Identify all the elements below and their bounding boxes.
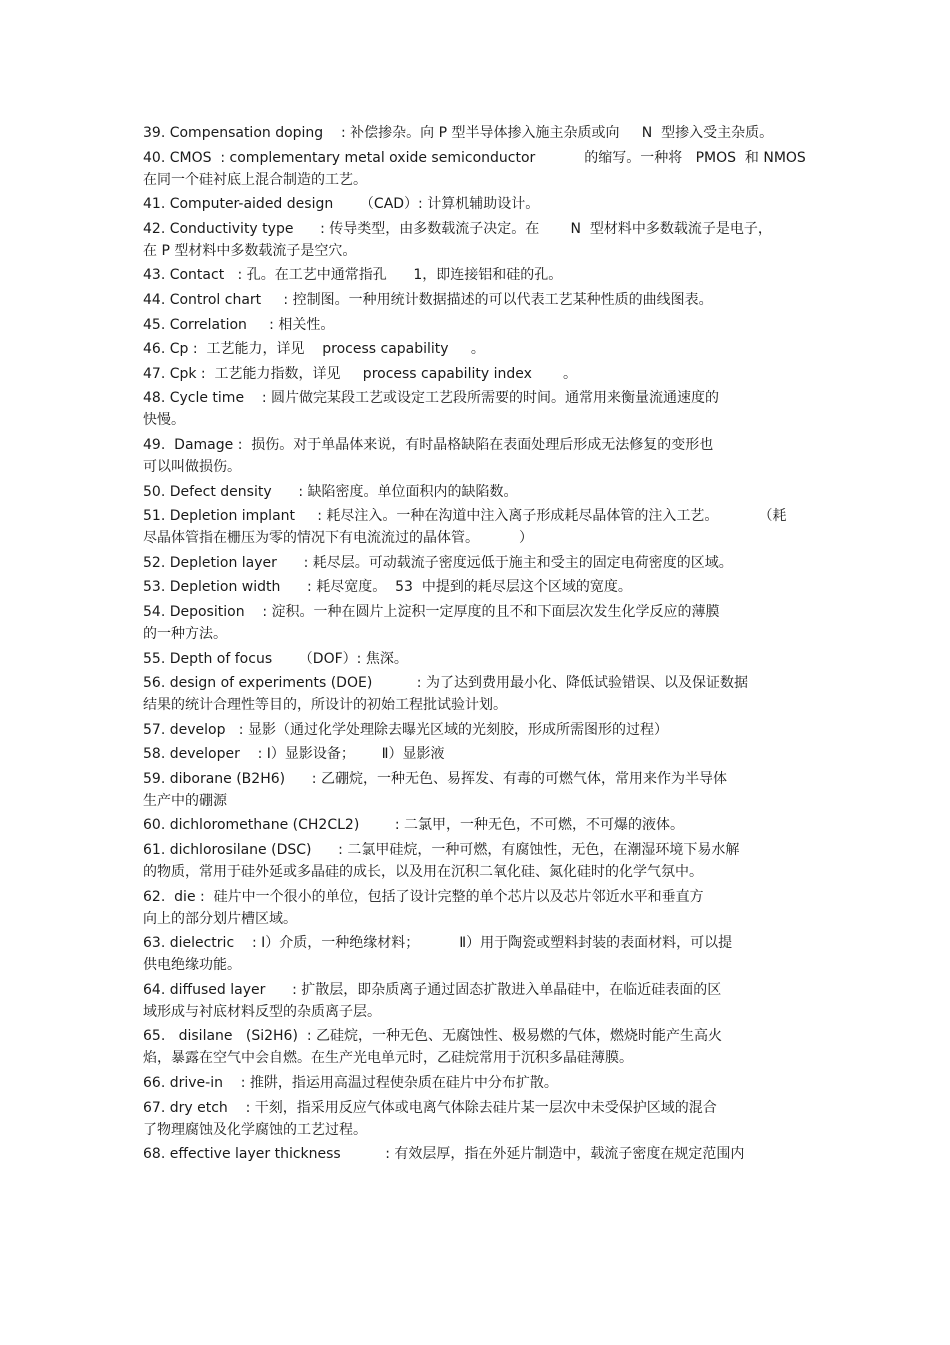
- glossary-entry: [143, 147, 808, 191]
- glossary-entry: [143, 122, 808, 144]
- entry-line: 55. Depth of focus （DOF）: 焦深。: [143, 650, 408, 667]
- entry-line: 61. dichlorosilane (DSC) : 二氯甲硅烷，一种可燃，有腐蚀性，无色，在潮湿环境下易水解: [143, 842, 740, 859]
- glossary-entry: [143, 814, 808, 836]
- glossary-entry: [143, 886, 808, 930]
- entry-line: 67. dry etch : 干刻，指采用反应气体或电离气体除去硅片某一层次中未受保护区域的混合: [143, 1099, 717, 1116]
- entry-line: 的物质，常用于硅外延或多晶硅的成长，以及用在沉积二氧化硅、氮化硅时的化学气氛中。: [143, 864, 703, 881]
- entry-line: 41. Computer-aided design （CAD）: 计算机辅助设计。: [143, 196, 540, 213]
- entry-line: 64. diffused layer : 扩散层，即杂质离子通过固态扩散进入单晶硅中，在临近硅表面的区: [143, 981, 722, 998]
- entry-line: 供电绝缘功能。: [143, 957, 241, 974]
- entry-line: 42. Conductivity type : 传导类型，由多数载流子决定。在 N 型材料中多数载流子是电子，: [143, 220, 772, 237]
- glossary-entry: [143, 672, 808, 716]
- glossary-entry: [143, 314, 808, 336]
- glossary-entry: [143, 481, 808, 503]
- glossary-page: [143, 122, 808, 1168]
- glossary-entry: [143, 576, 808, 598]
- entry-line: 48. Cycle time : 圆片做完某段工艺或设定工艺段所需要的时间。通常用来衡量流通速度的: [143, 390, 720, 407]
- entry-line: 51. Depletion implant : 耗尽注入。一种在沟道中注入离子形成耗尽晶体管的注入工艺。 （耗: [143, 508, 787, 525]
- glossary-entry: [143, 768, 808, 812]
- entry-line: 47. Cpk : 工艺能力指数，详见 process capability index 。: [143, 365, 578, 382]
- glossary-entry: [143, 264, 808, 286]
- entry-line: 43. Contact : 孔。在工艺中通常指孔 1，即连接铝和硅的孔。: [143, 267, 563, 284]
- entry-line: 65. disilane (Si2H6) : 乙硅烷，一种无色、无腐蚀性、极易燃的气体，燃烧时能产生高火: [143, 1028, 722, 1045]
- entry-line: 结果的统计合理性等目的，所设计的初始工程批试验计划。: [143, 697, 507, 714]
- entry-line: 63. dielectric : Ⅰ）介质，一种绝缘材料； Ⅱ）用于陶瓷或塑料封装的表面材料，可以提: [143, 935, 733, 952]
- glossary-entry: [143, 839, 808, 883]
- entry-line: 的一种方法。: [143, 625, 227, 642]
- entry-line: 60. dichloromethane (CH2CL2) : 二氯甲，一种无色，不可燃，不可爆的液体。: [143, 817, 685, 834]
- glossary-entry: [143, 289, 808, 311]
- glossary-entry: [143, 1097, 808, 1141]
- glossary-entry: [143, 1143, 808, 1165]
- glossary-entry: [143, 363, 808, 385]
- entry-line: 快慢。: [143, 412, 185, 429]
- entry-line: 53. Depletion width : 耗尽宽度。 53 中提到的耗尽层这个区域的宽度。: [143, 579, 632, 596]
- entry-line: 66. drive-in : 推阱，指运用高温过程使杂质在硅片中分布扩散。: [143, 1075, 558, 1092]
- entry-line: 尽晶体管指在栅压为零的情况下有电流流过的晶体管。 ）: [143, 530, 534, 547]
- glossary-entry: [143, 719, 808, 741]
- glossary-entry: [143, 218, 808, 262]
- entry-line: 39. Compensation doping : 补偿掺杂。向 P 型半导体掺入施主杂质或向 N 型掺入受主杂质。: [143, 125, 774, 141]
- glossary-entry: [143, 601, 808, 645]
- glossary-entry: [143, 505, 808, 549]
- entry-line: 54. Deposition : 淀积。一种在圆片上淀积一定厚度的且不和下面层次发生化学反应的薄膜: [143, 603, 720, 620]
- entry-line: 焰，暴露在空气中会自燃。在生产光电单元时，乙硅烷常用于沉积多晶硅薄膜。: [143, 1050, 633, 1067]
- entry-line: 40. CMOS : complementary metal oxide semiconductor 的缩写。一种将 PMOS 和 NMOS: [143, 149, 806, 166]
- entry-line: 在同一个硅衬底上混合制造的工艺。: [143, 171, 367, 188]
- glossary-entry: [143, 552, 808, 574]
- entry-line: 44. Control chart : 控制图。一种用统计数据描述的可以代表工艺某种性质的曲线图表。: [143, 291, 713, 308]
- entry-line: 59. diborane (B2H6) : 乙硼烷，一种无色、易挥发、有毒的可燃气体，常用来作为半导体: [143, 770, 727, 787]
- entry-line: 57. develop : 显影（通过化学处理除去曝光区域的光刻胶，形成所需图形的过程）: [143, 721, 668, 738]
- entry-line: 在 P 型材料中多数载流子是空穴。: [143, 242, 357, 259]
- glossary-entry: [143, 193, 808, 215]
- glossary-entry: [143, 932, 808, 976]
- entry-line: 58. developer : Ⅰ）显影设备； Ⅱ）显影液: [143, 746, 445, 763]
- glossary-entry: [143, 743, 808, 765]
- entry-line: 62. die : 硅片中一个很小的单位，包括了设计完整的单个芯片以及芯片邻近水平和垂直方: [143, 888, 704, 905]
- glossary-entry: [143, 338, 808, 360]
- entry-line: 生产中的硼源: [143, 792, 227, 809]
- glossary-entry: [143, 648, 808, 670]
- glossary-entry: [143, 1025, 808, 1069]
- entry-line: 了物理腐蚀及化学腐蚀的工艺过程。: [143, 1121, 367, 1138]
- entry-line: 46. Cp : 工艺能力，详见 process capability 。: [143, 341, 485, 358]
- entry-line: 49. Damage : 损伤。对于单晶体来说，有时晶格缺陷在表面处理后形成无法修复的变形也: [143, 436, 714, 453]
- entry-line: 域形成与衬底材料反型的杂质离子层。: [143, 1003, 381, 1020]
- entry-line: 56. design of experiments (DOE) : 为了达到费用最小化、降低试验错误、以及保证数据: [143, 675, 748, 692]
- glossary-entry: [143, 434, 808, 478]
- entry-line: 50. Defect density : 缺陷密度。单位面积内的缺陷数。: [143, 483, 518, 500]
- entry-line: 52. Depletion layer : 耗尽层。可动载流子密度远低于施主和受主的固定电荷密度的区域。: [143, 554, 733, 571]
- entry-line: 可以叫做损伤。: [143, 458, 241, 475]
- glossary-entry: [143, 1072, 808, 1094]
- entry-line: 45. Correlation : 相关性。: [143, 316, 335, 333]
- entry-line: 向上的部分划片槽区域。: [143, 910, 297, 927]
- glossary-entry: [143, 979, 808, 1023]
- glossary-entry: [143, 387, 808, 431]
- entry-line: 68. effective layer thickness : 有效层厚，指在外延片制造中，载流子密度在规定范围内: [143, 1146, 745, 1163]
